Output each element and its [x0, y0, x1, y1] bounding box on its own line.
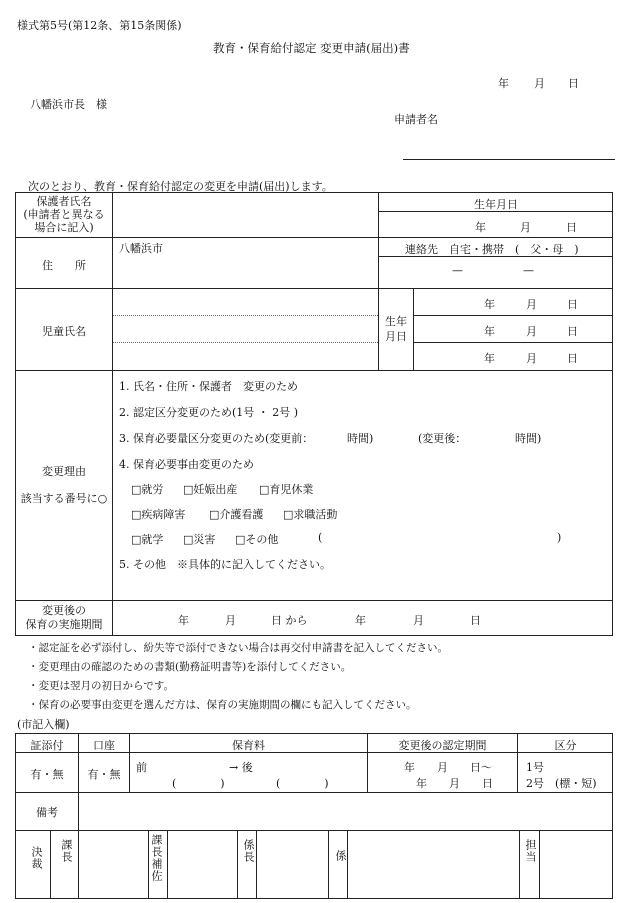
- section-chief-label: 課長: [60, 839, 73, 863]
- child3-birth-month: 月: [526, 352, 537, 365]
- fee-before: 前: [136, 761, 147, 774]
- checkbox-disaster[interactable]: □災害: [183, 533, 216, 546]
- phone-dash-2: —: [523, 264, 534, 277]
- reason-item-1[interactable]: 1. 氏名・住所・保護者 変更のため: [119, 380, 298, 393]
- checkbox-job-seeking[interactable]: □求職活動: [283, 508, 338, 521]
- reason-item-5[interactable]: 5. その他 ※具体的に記入してください。: [119, 558, 331, 571]
- checkbox-other[interactable]: □その他: [235, 533, 279, 546]
- intro-text: 次のとおり、教育・保育給付認定の変更を申請(届出)します。: [28, 180, 333, 193]
- sub-chief-label: 係長: [242, 839, 255, 863]
- date-month-label: 月: [534, 77, 545, 90]
- col-cert-attached: 証添付: [30, 739, 64, 752]
- checkbox-childcare-leave[interactable]: □育児休業: [259, 483, 314, 496]
- approval-label: 決裁: [30, 846, 43, 870]
- checkbox-work[interactable]: □就労: [131, 483, 164, 496]
- reason-instruction: 該当する番号に○: [20, 492, 108, 505]
- period-label: 変更後の 保育の実施期間: [25, 604, 103, 631]
- note-2: ・変更理由の確認のための書類(勤務証明書等)を添付してください。: [28, 661, 352, 673]
- applicant-signature-line[interactable]: [403, 159, 615, 160]
- col-account: 口座: [93, 739, 115, 752]
- fee-after: → 後: [229, 761, 253, 774]
- guardian-name-label: 保護者氏名 (申請者と異なる 場合に記入): [23, 195, 105, 234]
- reason-item-2[interactable]: 2. 認定区分変更のため(1号 ・ 2号 ): [119, 406, 299, 419]
- guardian-birth-label: 生年月日: [474, 198, 518, 211]
- period-start-month: 月: [225, 614, 236, 627]
- period-end-month: 月: [413, 614, 424, 627]
- period-from: 年 月 日〜: [404, 761, 492, 774]
- period-start-year: 年: [178, 614, 189, 627]
- child2-birth-day: 日: [567, 325, 578, 338]
- checkbox-nursing-care[interactable]: □介護看護: [209, 508, 264, 521]
- guardian-birth-month: 月: [520, 221, 531, 234]
- child-birth-label: 生年月日: [385, 315, 407, 343]
- child2-birth-month: 月: [526, 325, 537, 338]
- period-end-year: 年: [355, 614, 366, 627]
- date-year-label: 年: [498, 77, 509, 90]
- contact-label: 連絡先 自宅・携帯 ( 父・母 ): [405, 243, 579, 256]
- reason-item-4[interactable]: 4. 保育必要事由変更のため: [119, 458, 254, 471]
- child1-birth-year: 年: [484, 298, 495, 311]
- addressee: 八幡浜市長 様: [30, 98, 107, 111]
- checkbox-study[interactable]: □就学: [131, 533, 164, 546]
- reason-label: 変更理由: [42, 465, 86, 478]
- reason-item-3-before-unit: 時間): [347, 432, 374, 445]
- form-title: 教育・保育給付認定 変更申請(届出)書: [213, 41, 410, 55]
- form-number: 様式第5号(第12条、第15条関係): [17, 19, 182, 32]
- phone-dash-1: —: [452, 264, 463, 277]
- applicant-name-label: 申請者名: [394, 113, 438, 126]
- period-to: 年 月 日: [416, 777, 493, 790]
- office-use-table: [15, 733, 613, 899]
- class-1: 1号: [526, 761, 544, 774]
- child3-birth-year: 年: [484, 352, 495, 365]
- reason-item-3[interactable]: 3. 保育必要量区分変更のため(変更前：: [119, 432, 314, 445]
- checkbox-pregnancy[interactable]: □妊娠出産: [183, 483, 238, 496]
- cert-attached-value[interactable]: 有・無: [30, 768, 64, 781]
- col-class: 区分: [554, 739, 577, 752]
- label-column-divider: [112, 192, 113, 636]
- person-in-charge-label: 担当: [524, 839, 537, 863]
- note-4: ・保育の必要事由変更を選んだ方は、保育の実施期間の欄にも記入してください。: [28, 699, 417, 711]
- guardian-birth-year: 年: [475, 221, 486, 234]
- remarks-label: 備考: [36, 806, 58, 819]
- col-fee: 保育料: [232, 739, 265, 752]
- child3-birth-day: 日: [567, 352, 578, 365]
- address-label: 住 所: [42, 259, 86, 272]
- fee-after-paren: ( ): [276, 777, 329, 790]
- period-end-day: 日: [470, 614, 481, 627]
- office-use-heading: (市記入欄): [17, 718, 70, 731]
- staff-label: 係: [334, 850, 347, 862]
- child1-birth-month: 月: [526, 298, 537, 311]
- reason-item-3-after-label: (変更後：: [418, 432, 467, 445]
- address-value[interactable]: 八幡浜市: [119, 242, 163, 255]
- date-day-label: 日: [568, 77, 579, 90]
- child-name-label: 児童氏名: [42, 325, 86, 338]
- checkbox-illness[interactable]: □疾病障害: [131, 508, 186, 521]
- account-value[interactable]: 有・無: [87, 768, 121, 781]
- note-1: ・認定証を必ず添付し、紛失等で添付できない場合は再交付申請書を記入してください。: [28, 642, 448, 654]
- col-cert-period: 変更後の認定期間: [398, 739, 487, 752]
- reason-item-3-after-unit: 時間): [515, 432, 542, 445]
- period-start-day: 日 から: [271, 614, 308, 627]
- other-paren-close: ): [557, 531, 562, 544]
- assistant-chief-label: 課長補佐: [150, 834, 163, 882]
- note-3: ・変更は翌月の初日からです。: [28, 680, 175, 692]
- class-2: 2号 (標・短): [526, 777, 597, 790]
- fee-before-paren: ( ): [172, 777, 225, 790]
- guardian-birth-day: 日: [566, 221, 577, 234]
- other-paren-open: (: [318, 531, 323, 544]
- child2-birth-year: 年: [484, 325, 495, 338]
- child1-birth-day: 日: [567, 298, 578, 311]
